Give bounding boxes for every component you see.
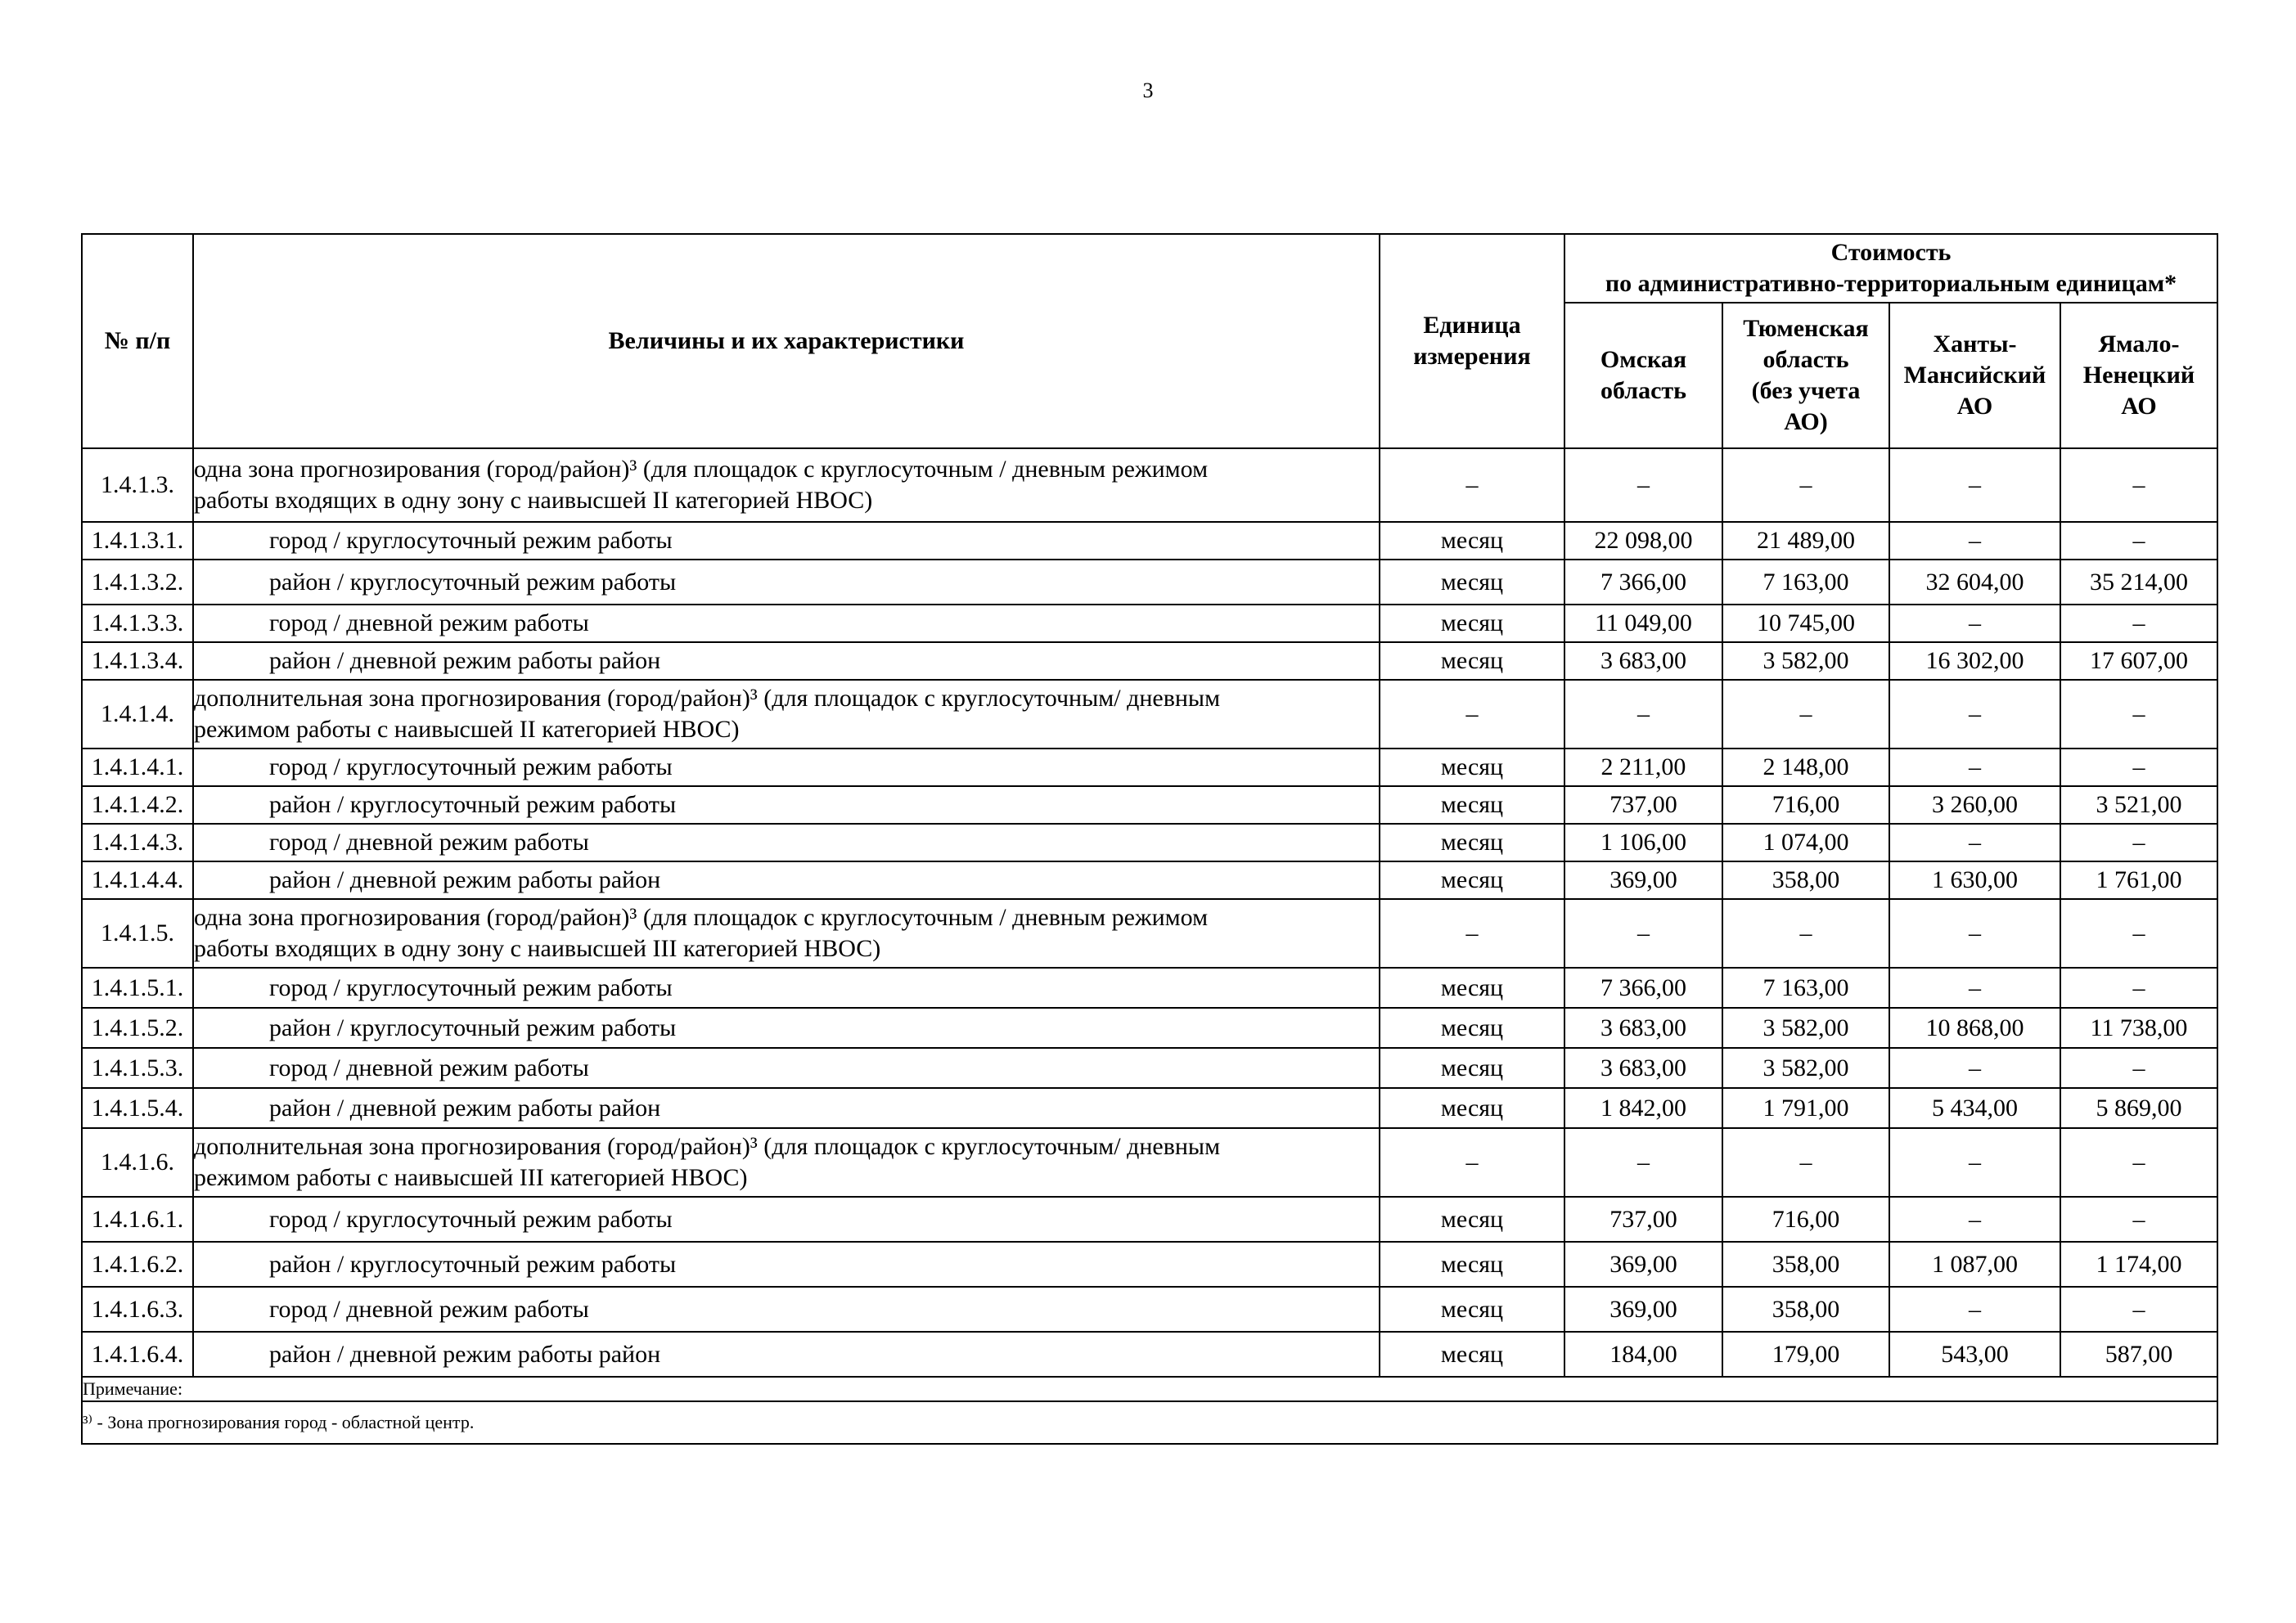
value-khmao: 32 604,00 [1889, 560, 2060, 605]
row-unit: месяц [1380, 1332, 1564, 1377]
row-number: 1.4.1.5.1. [82, 968, 193, 1008]
value-omsk: 3 683,00 [1564, 1008, 1722, 1048]
value-omsk: 2 211,00 [1564, 749, 1722, 786]
row-number: 1.4.1.4.4. [82, 861, 193, 899]
note-text [82, 1401, 2217, 1444]
value-tyumen: 358,00 [1722, 1242, 1889, 1287]
row-description: район / круглосуточный режим работы [193, 786, 1380, 824]
row-description [193, 448, 1380, 522]
value-khmao: – [1889, 749, 2060, 786]
value-omsk: – [1564, 448, 1722, 522]
value-tyumen: 358,00 [1722, 1287, 1889, 1332]
row-number: 1.4.1.5. [82, 899, 193, 968]
value-yanao: – [2060, 749, 2217, 786]
header-cost-line2: по административно-территориальным единицам* [1605, 270, 2177, 297]
note-body: - Зона прогнозирования город - областной центр. [92, 1412, 475, 1432]
value-yanao: – [2060, 1197, 2217, 1242]
table-row [82, 605, 2217, 642]
value-omsk: 1 106,00 [1564, 824, 1722, 861]
row-description: город / дневной режим работы [193, 1287, 1380, 1332]
row-description: город / дневной режим работы [193, 824, 1380, 861]
table-row [82, 1008, 2217, 1048]
header-region-omsk [1564, 303, 1722, 448]
value-khmao: 3 260,00 [1889, 786, 2060, 824]
header-unit [1380, 234, 1564, 448]
row-unit: месяц [1380, 861, 1564, 899]
value-khmao: – [1889, 522, 2060, 560]
row-unit: – [1380, 899, 1564, 968]
table-row [82, 680, 2217, 749]
value-tyumen: 2 148,00 [1722, 749, 1889, 786]
desc-line: работы входящих в одну зону с наивысшей II категорией НВОС) [194, 487, 873, 514]
value-yanao: 1 761,00 [2060, 861, 2217, 899]
row-unit: месяц [1380, 522, 1564, 560]
value-khmao: – [1889, 824, 2060, 861]
table-row [82, 899, 2217, 968]
value-tyumen: 3 582,00 [1722, 1048, 1889, 1088]
row-description [193, 680, 1380, 749]
row-unit: месяц [1380, 749, 1564, 786]
value-khmao: – [1889, 605, 2060, 642]
value-omsk: 3 683,00 [1564, 1048, 1722, 1088]
row-unit: – [1380, 448, 1564, 522]
value-tyumen: 716,00 [1722, 786, 1889, 824]
value-tyumen: – [1722, 899, 1889, 968]
value-tyumen: 7 163,00 [1722, 968, 1889, 1008]
value-tyumen: – [1722, 1128, 1889, 1197]
row-unit: месяц [1380, 786, 1564, 824]
value-khmao: – [1889, 680, 2060, 749]
value-yanao: 11 738,00 [2060, 1008, 2217, 1048]
row-number: 1.4.1.6. [82, 1128, 193, 1197]
region-line: Ямало- [2098, 330, 2180, 357]
header-cost-line1: Стоимость [1830, 239, 1952, 266]
region-line: Ненецкий [2082, 362, 2195, 389]
value-khmao: – [1889, 1128, 2060, 1197]
value-khmao: – [1889, 899, 2060, 968]
table-row [82, 749, 2217, 786]
row-number: 1.4.1.3.2. [82, 560, 193, 605]
header-region-tyumen [1722, 303, 1889, 448]
value-khmao: 5 434,00 [1889, 1088, 2060, 1128]
row-number: 1.4.1.3. [82, 448, 193, 522]
value-yanao: – [2060, 824, 2217, 861]
value-yanao: – [2060, 1287, 2217, 1332]
row-unit: – [1380, 680, 1564, 749]
value-omsk: 737,00 [1564, 1197, 1722, 1242]
value-omsk: 7 366,00 [1564, 560, 1722, 605]
row-unit: месяц [1380, 1048, 1564, 1088]
row-unit: месяц [1380, 605, 1564, 642]
row-description: район / дневной режим работы район [193, 1332, 1380, 1377]
row-number: 1.4.1.5.3. [82, 1048, 193, 1088]
desc-line: дополнительная зона прогнозирования (город/район)³ (для площадок с круглосуточным/ дневным [194, 1133, 1221, 1160]
region-line: Тюменская [1743, 315, 1869, 342]
row-number: 1.4.1.4. [82, 680, 193, 749]
value-yanao: 5 869,00 [2060, 1088, 2217, 1128]
cost-table [81, 233, 2218, 1445]
row-unit: месяц [1380, 642, 1564, 680]
value-tyumen: 10 745,00 [1722, 605, 1889, 642]
value-yanao: 3 521,00 [2060, 786, 2217, 824]
value-yanao: – [2060, 522, 2217, 560]
region-line: АО [1956, 393, 1993, 420]
value-tyumen: 3 582,00 [1722, 642, 1889, 680]
row-number: 1.4.1.5.4. [82, 1088, 193, 1128]
region-line: Омская [1600, 346, 1687, 373]
table-body [82, 448, 2217, 1444]
region-line: АО) [1784, 408, 1828, 435]
row-description: район / круглосуточный режим работы [193, 1008, 1380, 1048]
row-unit: месяц [1380, 1088, 1564, 1128]
value-tyumen: 716,00 [1722, 1197, 1889, 1242]
value-khmao: – [1889, 1197, 2060, 1242]
note-marker: ³⁾ [83, 1412, 92, 1432]
header-region-yanao [2060, 303, 2217, 448]
table-row [82, 1088, 2217, 1128]
value-yanao: – [2060, 448, 2217, 522]
row-number: 1.4.1.6.2. [82, 1242, 193, 1287]
region-line: область [1763, 346, 1849, 373]
table-row [82, 1048, 2217, 1088]
row-description: город / круглосуточный режим работы [193, 749, 1380, 786]
header-description: Величины и их характеристики [193, 234, 1380, 448]
row-description: город / дневной режим работы [193, 1048, 1380, 1088]
value-omsk: 7 366,00 [1564, 968, 1722, 1008]
value-yanao: – [2060, 680, 2217, 749]
value-yanao: – [2060, 899, 2217, 968]
row-unit: месяц [1380, 1197, 1564, 1242]
page-number: 3 [1142, 79, 1154, 102]
value-tyumen: 358,00 [1722, 861, 1889, 899]
value-yanao: 587,00 [2060, 1332, 2217, 1377]
row-unit: – [1380, 1128, 1564, 1197]
row-description: город / круглосуточный режим работы [193, 1197, 1380, 1242]
row-number: 1.4.1.6.1. [82, 1197, 193, 1242]
value-omsk: 369,00 [1564, 1242, 1722, 1287]
row-number: 1.4.1.6.4. [82, 1332, 193, 1377]
value-tyumen: 1 791,00 [1722, 1088, 1889, 1128]
value-tyumen: 21 489,00 [1722, 522, 1889, 560]
table-row [82, 1128, 2217, 1197]
row-unit: месяц [1380, 1008, 1564, 1048]
value-omsk: – [1564, 680, 1722, 749]
value-yanao: – [2060, 968, 2217, 1008]
row-description [193, 1128, 1380, 1197]
row-unit: месяц [1380, 560, 1564, 605]
value-yanao: 35 214,00 [2060, 560, 2217, 605]
row-unit: месяц [1380, 968, 1564, 1008]
value-khmao: 1 630,00 [1889, 861, 2060, 899]
value-khmao: – [1889, 968, 2060, 1008]
value-omsk: 737,00 [1564, 786, 1722, 824]
desc-line: режимом работы с наивысшей II категорией НВОС) [194, 716, 740, 743]
value-yanao: – [2060, 1128, 2217, 1197]
header-unit-line2: измерения [1413, 343, 1531, 370]
region-line: (без учета [1751, 377, 1861, 404]
note-text-row [82, 1401, 2217, 1444]
row-description: город / круглосуточный режим работы [193, 968, 1380, 1008]
value-omsk: 22 098,00 [1564, 522, 1722, 560]
desc-line: одна зона прогнозирования (город/район)³ (для площадок с круглосуточным / дневным режимом [194, 904, 1209, 931]
table-row [82, 824, 2217, 861]
value-omsk: 1 842,00 [1564, 1088, 1722, 1128]
row-number: 1.4.1.5.2. [82, 1008, 193, 1048]
table-row [82, 1197, 2217, 1242]
row-unit: месяц [1380, 1242, 1564, 1287]
value-khmao: 1 087,00 [1889, 1242, 2060, 1287]
row-description: район / дневной режим работы район [193, 1088, 1380, 1128]
header-no: № п/п [82, 234, 193, 448]
desc-line: режимом работы с наивысшей III категорией НВОС) [194, 1164, 748, 1191]
value-tyumen: – [1722, 680, 1889, 749]
row-number: 1.4.1.3.3. [82, 605, 193, 642]
row-description: город / дневной режим работы [193, 605, 1380, 642]
region-line: Мансийский [1903, 362, 2046, 389]
value-tyumen: 179,00 [1722, 1332, 1889, 1377]
row-unit: месяц [1380, 824, 1564, 861]
row-number: 1.4.1.4.3. [82, 824, 193, 861]
value-tyumen: 3 582,00 [1722, 1008, 1889, 1048]
table-row [82, 522, 2217, 560]
region-line: Ханты- [1933, 330, 2017, 357]
row-unit: месяц [1380, 1287, 1564, 1332]
value-yanao: – [2060, 1048, 2217, 1088]
value-tyumen: 1 074,00 [1722, 824, 1889, 861]
row-description: город / круглосуточный режим работы [193, 522, 1380, 560]
desc-line: работы входящих в одну зону с наивысшей III категорией НВОС) [194, 935, 881, 962]
header-region-khmao [1889, 303, 2060, 448]
row-description: район / круглосуточный режим работы [193, 1242, 1380, 1287]
region-line: АО [2121, 393, 2157, 420]
value-omsk: 369,00 [1564, 1287, 1722, 1332]
row-number: 1.4.1.4.1. [82, 749, 193, 786]
value-omsk: 11 049,00 [1564, 605, 1722, 642]
value-khmao: 543,00 [1889, 1332, 2060, 1377]
table-row [82, 861, 2217, 899]
value-omsk: 3 683,00 [1564, 642, 1722, 680]
row-number: 1.4.1.3.1. [82, 522, 193, 560]
value-khmao: 16 302,00 [1889, 642, 2060, 680]
row-number: 1.4.1.6.3. [82, 1287, 193, 1332]
header-row-1 [82, 234, 2217, 303]
value-yanao: 17 607,00 [2060, 642, 2217, 680]
row-description: район / дневной режим работы район [193, 861, 1380, 899]
note-title: Примечание: [82, 1377, 2217, 1401]
value-omsk: – [1564, 1128, 1722, 1197]
row-number: 1.4.1.4.2. [82, 786, 193, 824]
value-tyumen: 7 163,00 [1722, 560, 1889, 605]
value-khmao: – [1889, 1048, 2060, 1088]
table-row [82, 1332, 2217, 1377]
region-line: область [1600, 377, 1686, 404]
value-yanao: – [2060, 605, 2217, 642]
table-row [82, 560, 2217, 605]
value-omsk: – [1564, 899, 1722, 968]
value-omsk: 369,00 [1564, 861, 1722, 899]
note-title-row [82, 1377, 2217, 1401]
row-number: 1.4.1.3.4. [82, 642, 193, 680]
table-row [82, 1287, 2217, 1332]
value-yanao: 1 174,00 [2060, 1242, 2217, 1287]
row-description [193, 899, 1380, 968]
value-khmao: – [1889, 1287, 2060, 1332]
value-khmao: 10 868,00 [1889, 1008, 2060, 1048]
table-row [82, 786, 2217, 824]
value-tyumen: – [1722, 448, 1889, 522]
header-unit-line1: Единица [1423, 312, 1521, 339]
header-cost [1564, 234, 2217, 303]
value-khmao: – [1889, 448, 2060, 522]
row-description: район / дневной режим работы район [193, 642, 1380, 680]
value-omsk: 184,00 [1564, 1332, 1722, 1377]
row-description: район / круглосуточный режим работы [193, 560, 1380, 605]
table-row [82, 1242, 2217, 1287]
desc-line: дополнительная зона прогнозирования (город/район)³ (для площадок с круглосуточным/ дневным [194, 685, 1221, 712]
table-row [82, 642, 2217, 680]
table-row [82, 968, 2217, 1008]
table-row [82, 448, 2217, 522]
desc-line: одна зона прогнозирования (город/район)³ (для площадок с круглосуточным / дневным режимом [194, 456, 1209, 483]
